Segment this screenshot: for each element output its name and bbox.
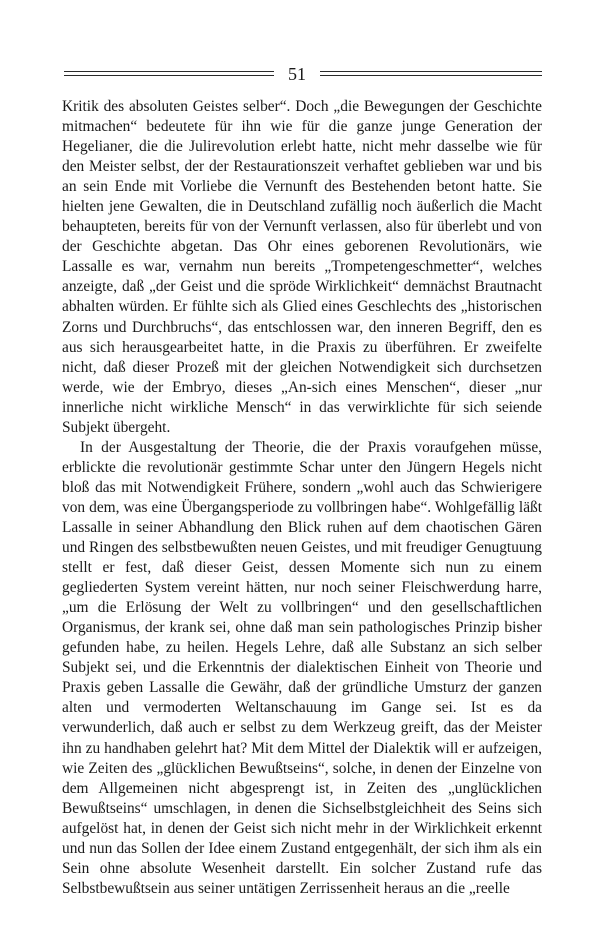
- header-rule-left: [64, 71, 274, 76]
- paragraph: In der Ausgestaltung der Theorie, die der Praxis voraufgehen müsse, erblickte die revolutionär gestimmte Schar unter den Jüngern Hegels nicht bloß das mit Notwendigkeit Frühere, sondern „wohl auch das Schwierigere von dem, was eine Übergangsperiode zu vollbringen habe“. Wohlgefällig läßt Lassalle in seiner Abhandlung den Blick ruhen auf dem chaotischen Gären und Ringen des selbstbewußten neuen Geistes, und mit freudiger Genugtuung stellt er fest, daß dieser Geist, dessen Momente sich nun zu einem gegliederten System vereint hätten, nur noch seiner Fleischwerdung harre, „um die Erlösung der Welt zu vollbringen“ und den gesellschaftlichen Organismus, der krank sei, ohne daß man sein pathologisches Prinzip bisher gefunden habe, zu heilen. Hegels Lehre, daß alle Substanz an sich selber Subjekt sei, und die Erkenntnis der dialektischen Einheit von Theorie und Praxis geben Lassalle die Gewähr, daß der gründliche Umsturz der ganzen alten und vermoderten Weltanschauung im Gange sei. Ist es da verwunderlich, daß auch er selbst zu dem Werkzeug greift, das der Meister ihn zu handhaben gelehrt hat? Mit dem Mittel der Dialektik will er aufzeigen, wie Zeiten des „glücklichen Bewußtseins“, solche, in denen der Einzelne von dem Allgemeinen nicht abgesprengt ist, in Zeiten des „unglücklichen Bewußtseins“ umschlagen, in denen die Sichselbstgleichheit des Seins sich aufgelöst hat, in denen der Geist sich nicht mehr in der Wirklichkeit erkennt und nun das Sollen der Idee einem Zustand entgegenhält, der sich ihm als ein Sein ohne absolute Wesenheit darstellt. Ein solcher Zustand rufe das Selbstbewußtsein aus seiner untätigen Zerrissenheit heraus an die „reelle: [62, 438, 542, 897]
- header-rule-right: [320, 71, 542, 76]
- body-text: [62, 97, 542, 899]
- page-number: 51: [288, 64, 306, 84]
- paragraph: Kritik des absoluten Geistes selber“. Doch „die Bewegungen der Geschichte mitmachen“ bedeutete für ihn wie für die ganze junge Generation der Hegelianer, die die Julirevolution erlebt hatte, nicht mehr dasselbe wie für den Meister selbst, der der Restaurationszeit verhaftet geblieben war und bis an sein Ende mit Vorliebe die Vernunft des Bestehenden betont hatte. Sie hielten jene Gewalten, die in Deutschland zufällig noch äußerlich die Macht behaupteten, bereits für von der Vernunft verlassen, also für überlebt und von der Geschichte abgetan. Das Ohr eines geborenen Revolutionärs, wie Lassalle es war, vernahm nun bereits „Trompetengeschmetter“, welches anzeigte, daß „der Geist und die spröde Wirklichkeit“ demnächst Brautnacht abhalten würden. Er fühlte sich als Glied eines Geschlechts des „historischen Zorns und Durchbruchs“, das entschlossen war, den inneren Begriff, den es aus sich herausgearbeitet hatte, in die Praxis zu überführen. Er zweifelte nicht, daß dieser Prozeß mit der gleichen Notwendigkeit sich durchsetzen werde, wie der Embryo, dieses „An-sich eines Menschen“, dieser „nur innerliche nicht wirkliche Mensch“ in das verwirklichte für sich seiende Subjekt übergeht.: [62, 98, 542, 436]
- running-head: [64, 62, 542, 86]
